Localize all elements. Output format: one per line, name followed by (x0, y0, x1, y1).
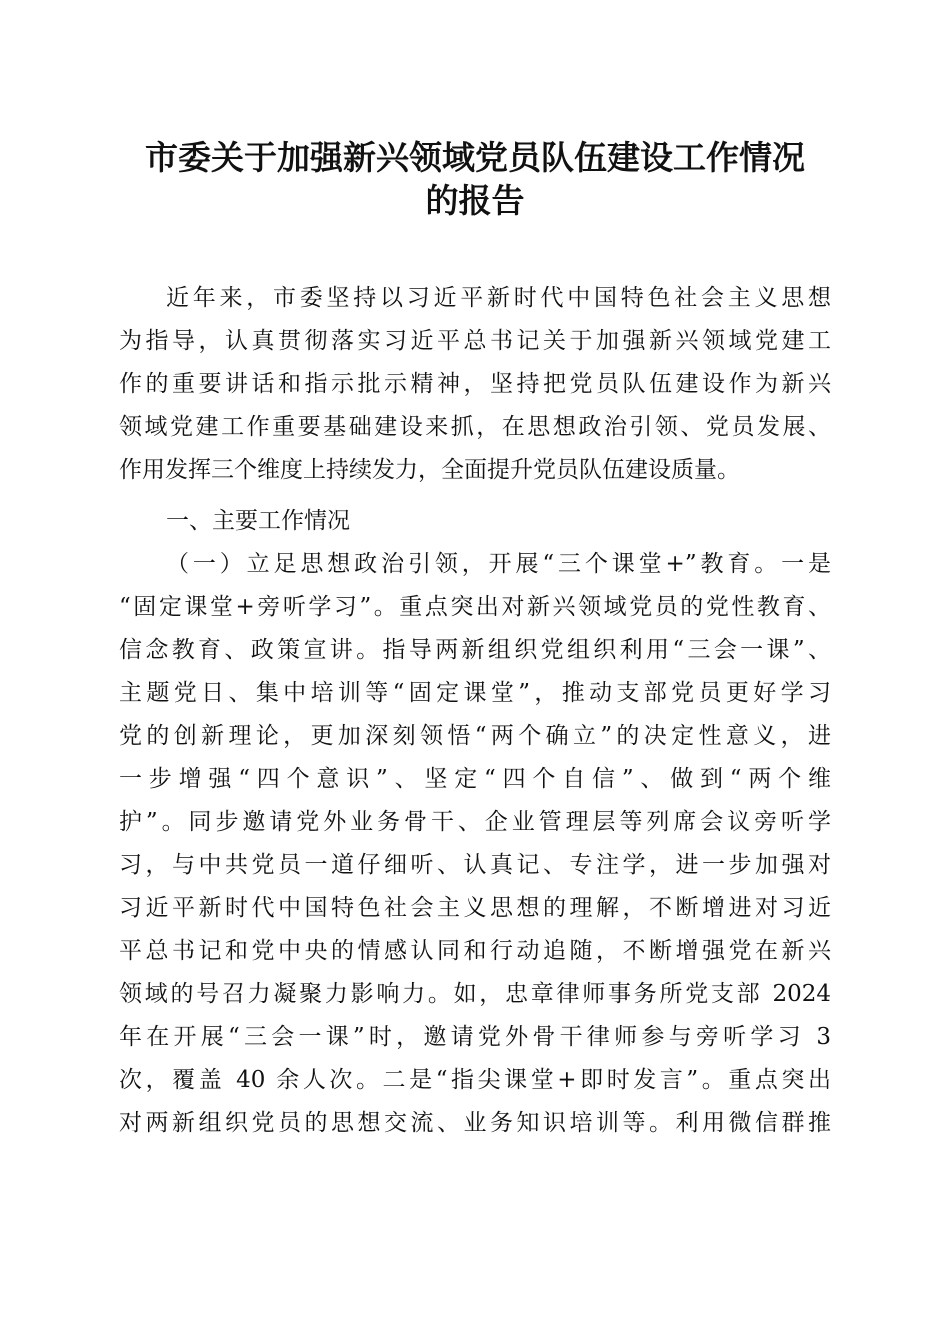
intro-paragraph-line: 近年来，市委坚持以习近平新时代中国特色社会主义思想 (166, 285, 831, 311)
section-paragraph-line: 习，与中共党员一道仔细听、认真记、专注学，进一步加强对 (119, 852, 831, 878)
section-paragraph-line: 一步增强“四个意识”、坚定“四个自信”、做到“两个维 (119, 766, 831, 792)
section-paragraph-line: 领域的号召力凝聚力影响力。如，忠章律师事务所党支部 2024 (119, 981, 831, 1007)
section-paragraph-line: 党的创新理论，更加深刻领悟“两个确立”的决定性意义，进 (119, 723, 831, 749)
section-paragraph-line: 次，覆盖 40 余人次。二是“指尖课堂+即时发言”。重点突出 (119, 1067, 831, 1093)
document-title-line-1: 市委关于加强新兴领域党员队伍建设工作情况 (145, 138, 805, 177)
section-paragraph-line: 平总书记和党中央的情感认同和行动追随，不断增强党在新兴 (119, 938, 831, 964)
section-paragraph-line: 主题党日、集中培训等“固定课堂”，推动支部党员更好学习 (119, 680, 831, 706)
section-paragraph-line: “固定课堂+旁听学习”。重点突出对新兴领域党员的党性教育、 (119, 594, 831, 620)
intro-paragraph-line: 为指导，认真贯彻落实习近平总书记关于加强新兴领域党建工 (119, 328, 831, 354)
section-paragraph-line: 对两新组织党员的思想交流、业务知识培训等。利用微信群推 (119, 1110, 831, 1136)
section-paragraph-line: （一）立足思想政治引领，开展“三个课堂+”教育。一是 (166, 551, 831, 577)
section-paragraph-line: 信念教育、政策宣讲。指导两新组织党组织利用“三会一课”、 (119, 637, 831, 663)
section-paragraph-line: 护”。同步邀请党外业务骨干、企业管理层等列席会议旁听学 (119, 809, 831, 835)
section-heading: 一、主要工作情况 (166, 508, 350, 534)
section-paragraph-line: 习近平新时代中国特色社会主义思想的理解，不断增进对习近 (119, 895, 831, 921)
intro-paragraph-line: 作用发挥三个维度上持续发力，全面提升党员队伍建设质量。 (119, 457, 740, 483)
intro-paragraph-line: 作的重要讲话和指示批示精神，坚持把党员队伍建设作为新兴 (119, 371, 831, 397)
intro-paragraph-line: 领域党建工作重要基础建设来抓，在思想政治引领、党员发展、 (119, 414, 831, 440)
document-title-line-2: 的报告 (425, 181, 525, 220)
section-paragraph-line: 年在开展“三会一课”时，邀请党外骨干律师参与旁听学习 3 (119, 1024, 831, 1050)
